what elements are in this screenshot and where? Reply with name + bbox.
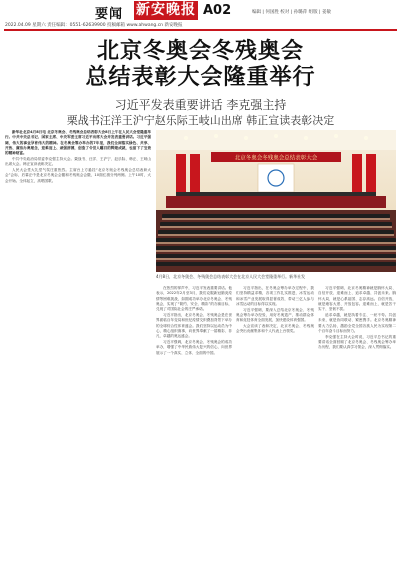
section-title: 要闻 [95,7,124,22]
article-column-2 [156,286,232,582]
photo-caption: 4月8日，北京冬奥会、冬残奥会总结表彰大会在北京人民大会堂隆重举行。新华社发 [156,274,306,279]
subheadline-2: 栗战书汪洋王沪宁赵乐际王岐山出席 韩正宣读表彰决定 [66,114,335,127]
article-paragraph: 在热烈的掌声中，习近平发表重要讲话。他表示，2022年2月至3月，我们克服新冠肺炎疫情等困难挑战，如期成功举办北京冬奥会、冬残奥会，实现了“简约、安全、精彩”的办赛目标，兑现了对国际社会的庄严承诺。 [156,286,232,312]
masthead [0,0,401,30]
article-paragraph: 习近平强调，北京冬奥会、冬残奥会的成功举办，增强了中华民族伟大复兴的信心，向世界展示了一个真实、立体、全面的中国。 [156,339,232,355]
masthead-divider [4,29,397,31]
subheadline-1: 习近平发表重要讲话 李克强主持 [114,98,287,112]
event-photo [156,130,396,272]
headline-line-1: 北京冬奥会冬残奥会 [96,38,304,64]
auditorium-illustration [156,130,396,272]
editor-credits: 编辑 | 何国胜 校对 | 孙璐萍 组版 | 姜敏 [252,10,331,15]
article-paragraph: 追求卓越，就是执着专注、一丝不苟。共创未来，就是协同联动、紧密携手。北京冬奥精神要大力弘扬，激励全党全国各族人民为实现第二个百年奋斗目标而努力。 [318,312,396,333]
article-column-4 [318,286,396,582]
article-paragraph: 李克强在主持大会时说，习近平总书记的重要讲话全面回顾了北京冬奥会、冬残奥会筹办举办历程，我们要认真学习领会，深入贯彻落实。 [318,334,396,350]
headline [0,38,401,90]
article-paragraph: 习近平强调，要深入总结北京冬奥会、冬残奥会筹办举办经验，用好冬奥遗产，推动群众体育和竞技体育全面发展，加快建设体育强国。 [236,307,314,323]
article-paragraph: 人民大会堂大礼堂气氛庄重热烈。主席台上方悬挂“北京冬奥会冬残奥会总结表彰大会”会标，后幕正中是北京冬奥会会徽和冬残奥会会徽，10面红旗分列两侧。上午10时，大会开始。全体起立，高唱国歌。 [5,168,151,183]
article-paragraph: 习近平指出，北京冬奥会、冬残奥会是在世界面临百年变局和世纪疫情交织叠加背景下举办的全球综合性体育盛会。我们坚持以运动员为中心，精心组织赛事，向世界奉献了一届精彩、非凡、卓越的奥运盛会。 [156,312,232,339]
stage-banner-text: 北京冬奥会冬残奥会总结表彰大会 [234,155,318,162]
headline-line-2: 总结表彰大会隆重举行 [85,64,316,90]
article-column-1 [5,130,151,582]
page-number: A02 [203,3,232,18]
article-paragraph: 大会宣读了表彰决定，北京冬奥会、冬残奥会突出贡献集体和个人代表上台领奖。 [236,324,314,334]
article-paragraph: 新华社北京4月8日电 北京冬奥会、冬残奥会总结表彰大会8日上午在人民大会堂隆重举行。中共中央总书记、国家主席、中央军委主席习近平出席大会并发表重要讲话。习近平强调，伟大的事业孕育伟大的精神。在冬奥会筹办举办的7年里，我们全面落实绿色、共享、开放、廉洁办奥理念，迎难而上、顽强拼搏，创造了令世人瞩目的辉煌成就，也留下了宝贵的精神财富。 [5,130,151,156]
article-column-3 [236,286,314,582]
article-paragraph: 习近平强调，北京冬奥精神就是胸怀大局、自信开放、迎难而上、追求卓越、共创未来。胸怀大局，就是心系祖国、志存高远。自信开放，就是雍容大度、开放包容。迎难而上，就是苦干实干、坚韧不拔。 [318,286,396,312]
newspaper-logo: 新安晚报 [136,2,196,18]
article-paragraph: 中共中央政治局常委李克强主持大会。栗战书、汪洋、王沪宁、赵乐际、韩正、王岐山出席大会。韩正宣读表彰决定。 [5,156,151,167]
article-paragraph: 习近平指出，在冬奥会筹办举办过程中，我们坚持精益求精，各项工作扎实推进，冰雪运动和冰雪产业发展取得显著成效，带动三亿人参与冰雪运动的目标得以实现。 [236,286,314,306]
issue-meta: 2022.04.09 星期六 责任编辑：0551-62639900 投稿邮箱 www.ahwang.cn 新安晚报 [5,23,183,28]
